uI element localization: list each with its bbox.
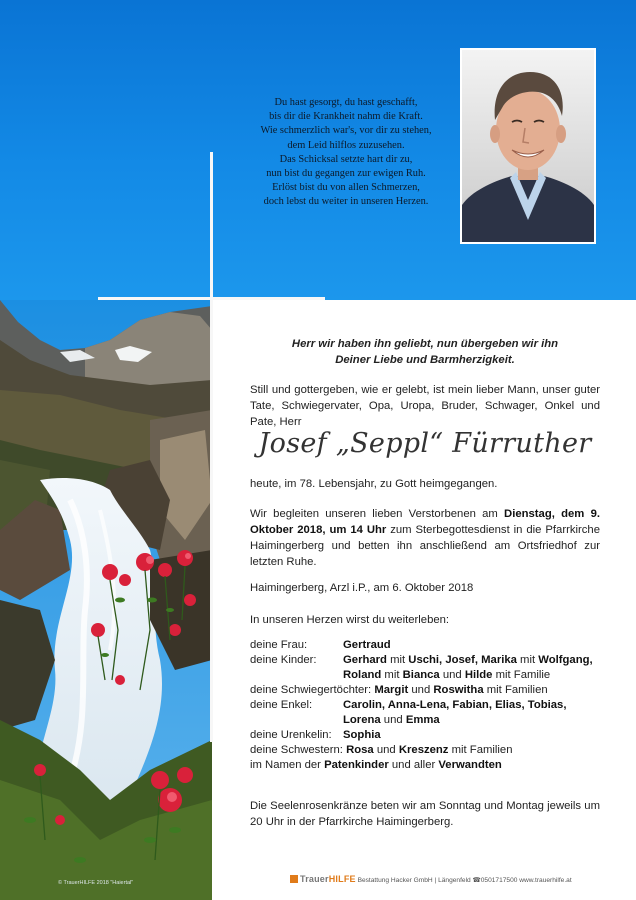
footer-details: Bestattung Hacker GmbH | Längenfeld ☎0501717500 www.trauerhilfe.at	[357, 877, 572, 884]
photo-credit: © TrauerHILFE 2018 "Haiertal"	[58, 880, 134, 886]
mourners-intro: In unseren Herzen wirst du weiterleben:	[250, 614, 450, 626]
poem-line: Wie schmerzlich war's, vor dir zu stehen,	[260, 125, 432, 137]
grandchildren-line-1: Carolin, Anna-Lena, Fabian, Elias, Tobias,	[343, 699, 567, 711]
poem-line: Das Schicksal setzte hart dir zu,	[279, 153, 413, 165]
great-grandchild-name: Sophia	[343, 729, 381, 741]
relatives-list	[250, 638, 610, 773]
poem-line: Du hast gesorgt, du hast geschafft,	[274, 97, 418, 108]
children-line-2: Roland mit Bianca und Hilde mit Familie	[343, 669, 551, 681]
intro-line: Deiner Liebe und Barmherzigkeit.	[335, 354, 515, 366]
brand-name: TrauerHILFE	[300, 874, 356, 884]
intro-line: Herr wir haben ihn geliebt, nun übergeben wir ihn	[291, 338, 559, 350]
funeral-text: zum Sterbegottesdienst in die Pfarrkirche Haimingerberg und betten ihn anschließend am Ortsfriedhof zur letzten Ruhe.	[250, 524, 600, 568]
rosary-notice: Die Seelenrosenkränze beten wir am Sonntag und Montag jeweils um 20 Uhr in der Pfarrkirche Haimingerberg.	[250, 800, 600, 828]
mountain-waterfall-image	[0, 300, 212, 900]
grandchildren-label: deine Enkel:	[250, 699, 313, 711]
trauerhilfe-logo-icon	[290, 875, 298, 883]
godchildren-relatives: im Namen der Patenkinder und aller Verwandten	[250, 759, 502, 771]
death-notice: heute, im 78. Lebensjahr, zu Gott heimgegangen.	[250, 478, 498, 490]
poem-line: dem Leid hilflos zuzusehen.	[287, 139, 405, 151]
deceased-name: Josef „Seppl“ Fürruther	[258, 428, 592, 459]
poem	[236, 96, 456, 210]
cross-vertical-beam	[210, 152, 213, 742]
great-grandchild-label: deine Urenkelin:	[250, 729, 332, 741]
wife-label: deine Frau:	[250, 639, 308, 651]
funeral-info	[250, 506, 600, 570]
announcement-text: Still und gottergeben, wie er gelebt, ist mein lieber Mann, unser guter Tate, Schwiegervater, Opa, Uropa, Bruder, Schwager, Onkel und Pate, Herr	[250, 384, 600, 428]
daughters-in-law: deine Schwiegertöchter: Margit und Roswitha mit Familien	[250, 684, 548, 696]
wife-name: Gertraud	[343, 639, 391, 651]
sisters: deine Schwestern: Rosa und Kreszenz mit Familien	[250, 744, 513, 756]
funeral-date: Dienstag, dem 9. Oktober 2018, um 14 Uhr	[250, 508, 600, 536]
poem-line: nun bist du gegangen zur ewigen Ruh.	[266, 168, 426, 180]
children-label: deine Kinder:	[250, 654, 317, 666]
cross-horizontal-beam	[98, 297, 325, 300]
funeral-text: Wir begleiten unseren lieben Verstorbenen am	[250, 508, 505, 520]
intro-verse	[250, 336, 600, 368]
poem-line: Erlöst bist du von allen Schmerzen,	[272, 182, 420, 194]
grandchildren-line-2: Lorena und Emma	[343, 714, 440, 726]
footer	[290, 874, 572, 884]
poem-line: bis dir die Krankheit nahm die Kraft.	[269, 111, 423, 123]
children-line-1: Gerhard mit Uschi, Josef, Marika mit Wolfgang,	[343, 654, 593, 666]
poem-line: doch lebst du weiter in unseren Herzen.	[263, 196, 429, 208]
place-date: Haimingerberg, Arzl i.P., am 6. Oktober 2018	[250, 582, 474, 594]
portrait-photo	[460, 48, 596, 244]
